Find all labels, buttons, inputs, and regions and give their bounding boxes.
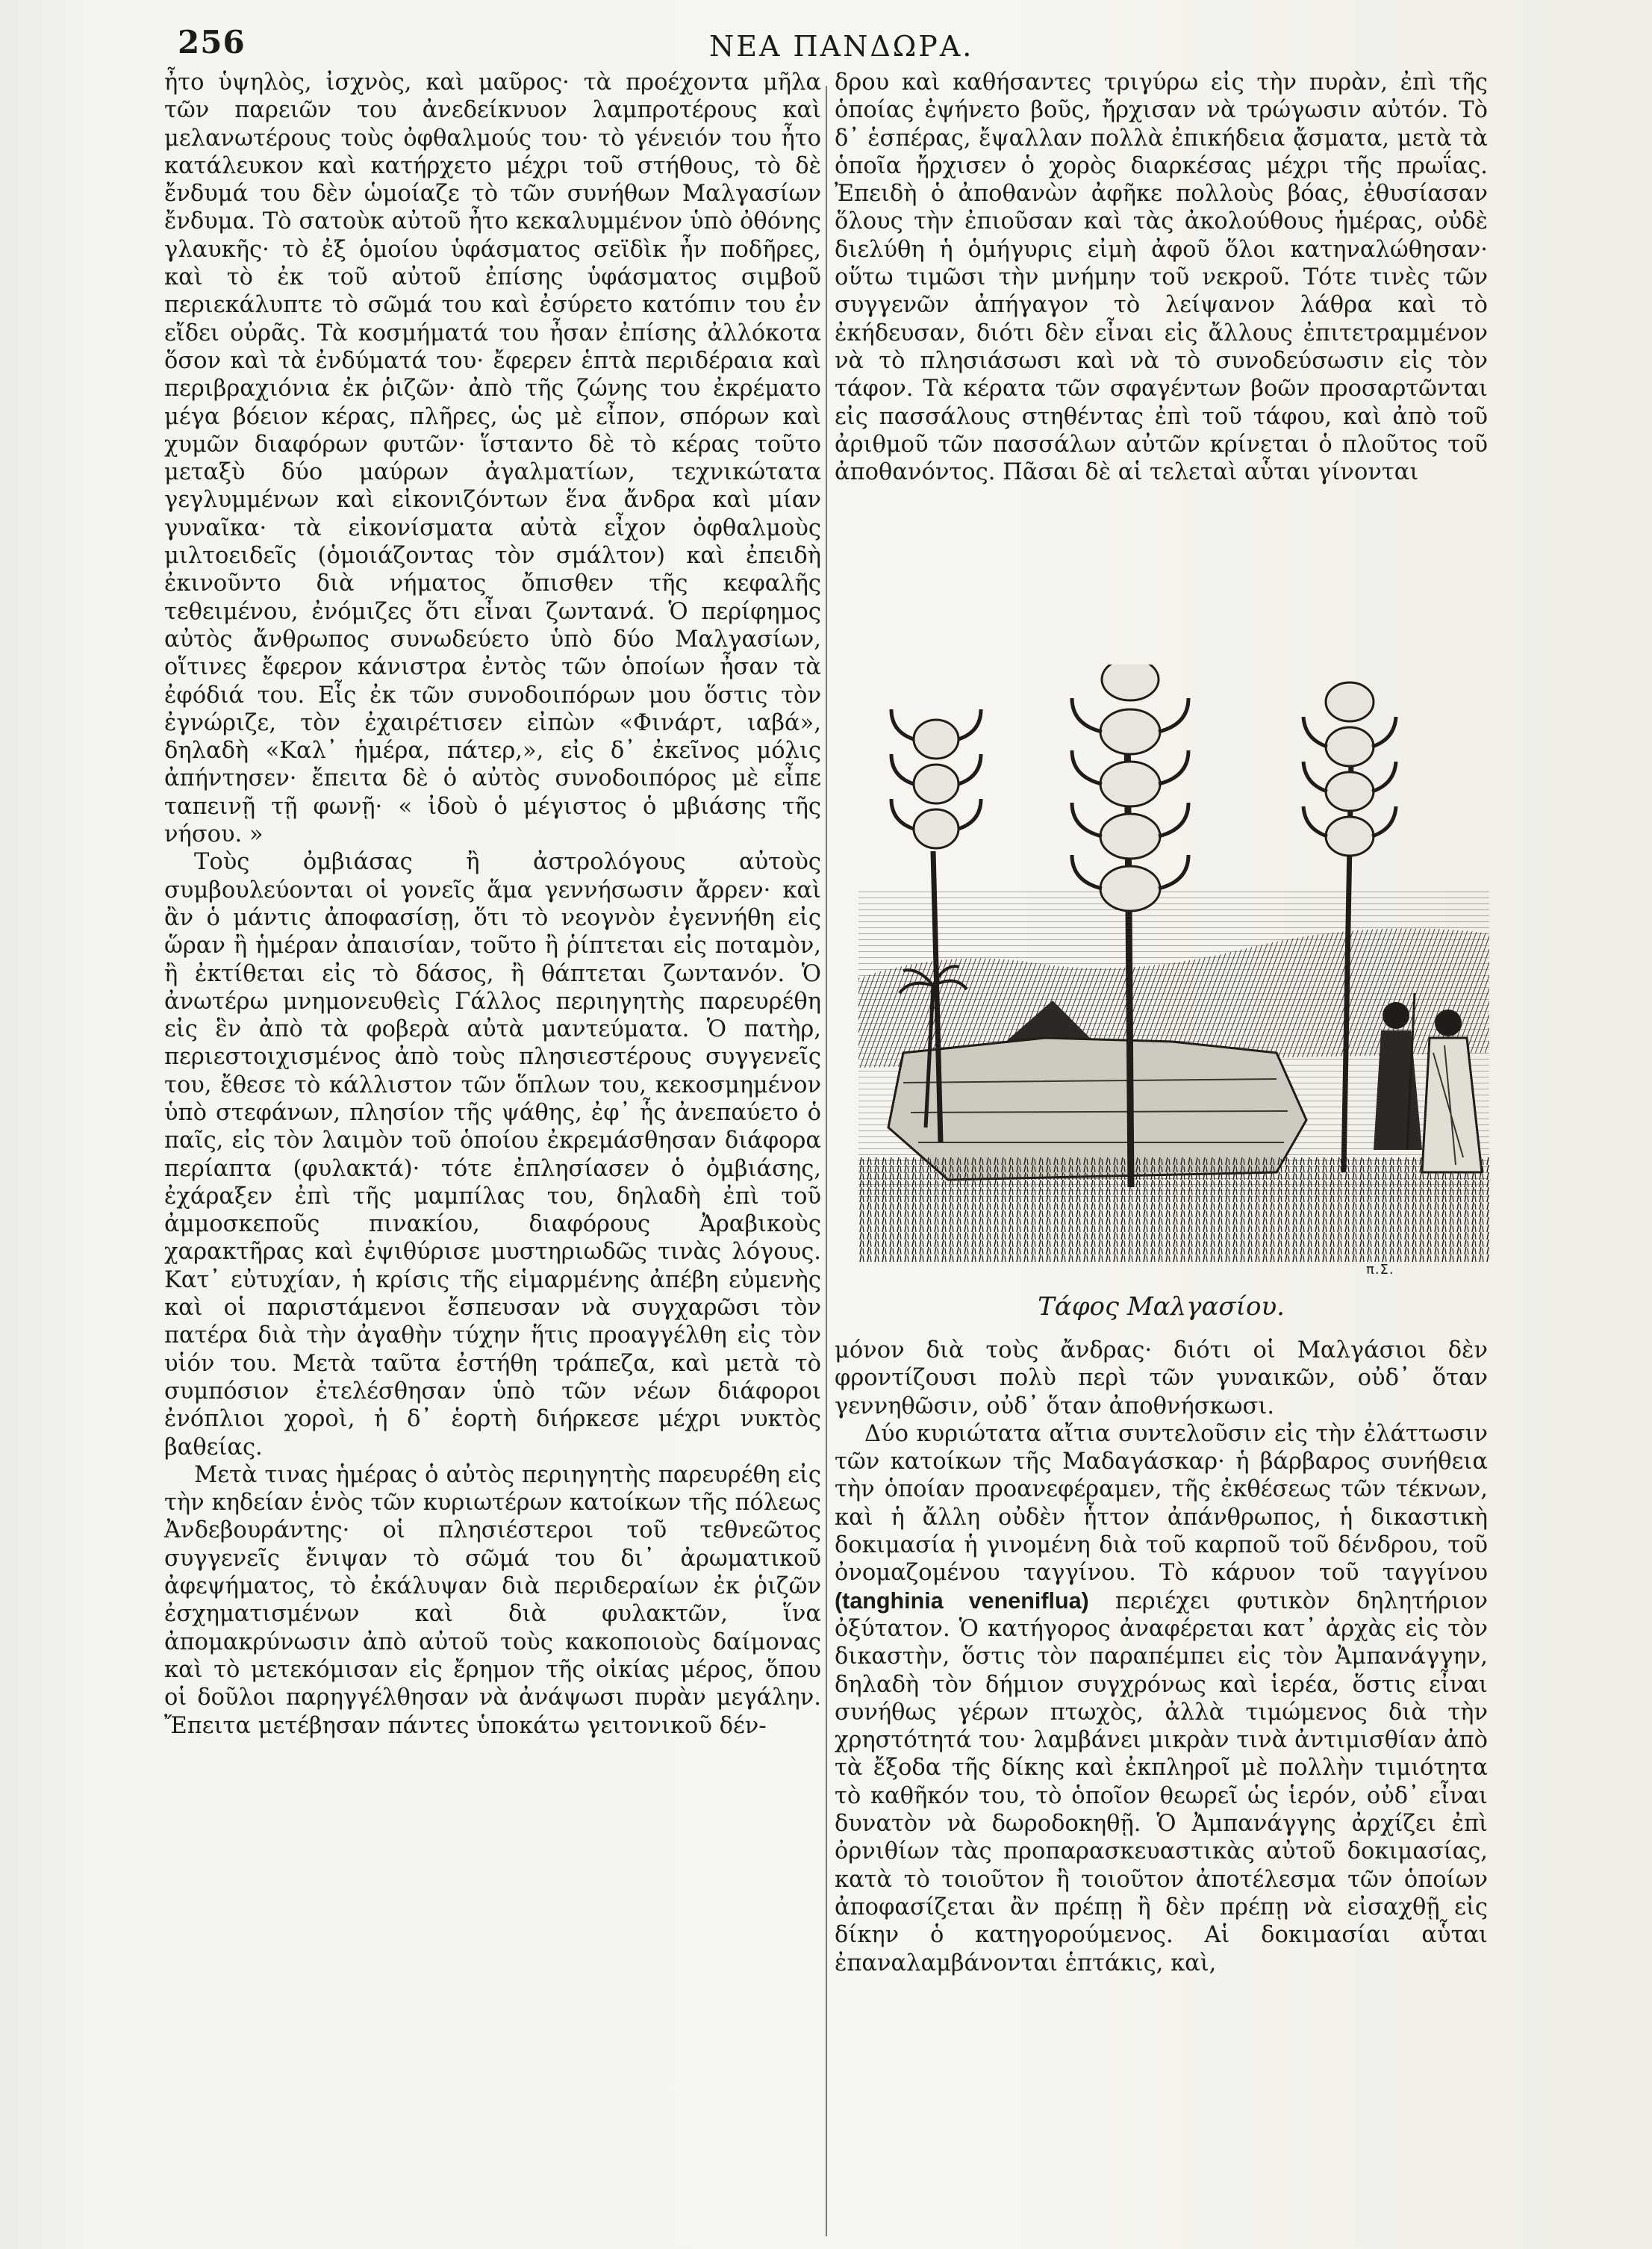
page-header [0,19,1652,64]
latin-term: (tanghinia veneniflua) [835,1587,1089,1614]
paragraph-text: Δύο κυριώτατα αἴτια συντελοῦσιν εἰς τὴν ἐλάττωσιν τῶν κατοίκων τῆς Μαδαγάσκαρ· ἡ βάρβαρος συνήθεια τὴν ὁποίαν προανεφέραμεν, τῆς ἐκθέσεως τῶν τέκνων, καὶ ἡ ἄλλη οὐδὲν ἧττον ἀπάνθρωπος, ἡ δικαστικὴ δοκιμασία ἡ γινομένη διὰ τοῦ καρποῦ τοῦ δένδρου, τοῦ ὀνομαζομένου ταγγίνου. Τὸ κάρυον τοῦ ταγγίνου [835,1420,1488,1587]
paragraph: Τοὺς ὀμβιάσας ἢ ἀστρολόγους αὐτοὺς συμβουλεύονται οἱ γονεῖς ἅμα γεννήσωσιν ἄρρεν· καὶ ἂν ὁ μάντις ἀποφασίσῃ, ὅτι τὸ νεογνὸν ἐγεννήθη εἰς ὥραν ἢ ἡμέραν ἀπαισίαν, τοῦτο ἢ ῥίπτεται εἰς ποταμὸν, ἢ ἐκτίθεται εἰς τὸ δάσος, ἢ θάπτεται ζωντανόν. Ὁ ἀνωτέρω μνημονευθεὶς Γάλλος περιηγητὴς παρευρέθη εἰς ἓν ἀπὸ τὰ φοβερὰ αὐτὰ μαντεύματα. Ὁ πατὴρ, περιεστοιχισμένος ἀπὸ τοὺς πλησιεστέρους συγγενεῖς του, ἔθεσε τὸ κάλλιστον τῶν ὅπλων του, κεκοσμημένον ὑπὸ στεφάνων, πλησίον τῆς ψάθης, ἐφ᾽ ἧς ἀνεπαύετο ὁ παῖς, εἰς τὸν λαιμὸν τοῦ ὁποίου ἐκρεμάσθησαν διάφορα περίαπτα (φυλακτά)· τότε ἐπλησίασεν ὁ ὀμβιάσης, ἐχάραξεν ἐπὶ τῆς μαμπίλας του, δηλαδὴ ἐπὶ τοῦ ἀμμοσκεποῦς πινακίου, διαφόρους Ἀραβικοὺς χαρακτῆρας καὶ ἐψιθύρισε μυστηριωδῶς τινὰς λόγους. Κατ᾽ εὐτυχίαν, ἡ κρίσις τῆς εἱμαρμένης ἀπέβη εὐμενὴς καὶ οἱ παριστάμενοι ἔσπευσαν νὰ συγχαρῶσι τὸν πατέρα διὰ τὴν ἀγαθὴν τύχην ἥτις προαγγέλθη εἰς τὸν υἱόν του. Μετὰ ταῦτα ἐστήθη τράπεζα, καὶ μετὰ τὸ συμπόσιον ἐτελέσθησαν ὑπὸ τῶν νέων διάφοροι ἐνόπλιοι χοροὶ, ἡ δ᾽ ἑορτὴ διήρκεσε μέχρι νυκτὸς βαθείας. [164,849,821,1461]
paragraph: Μετὰ τινας ἡμέρας ὁ αὐτὸς περιηγητὴς παρευρέθη εἰς τὴν κηδείαν ἑνὸς τῶν κυριωτέρων κατοίκων τῆς πόλεως Ἀνδεβουράντης· οἱ πλησιέστεροι τοῦ τεθνεῶτος συγγενεῖς ἔνιψαν τὸ σῶμά του δι᾽ ἀρωματικοῦ ἀφεψήματος, τὸ ἐκάλυψαν διὰ περιδεραίων ἐκ ῥιζῶν ἐσχηματισμένων καὶ διὰ φυλακτῶν, ἵνα ἀπομακρύνωσιν ἀπὸ αὐτοῦ τοὺς κακοποιοὺς δαίμονας καὶ τὸ μετεκόμισαν εἰς ἔρημον τῆς οἰκίας μέρος, ὅπου οἱ δοῦλοι παρηγγέλθησαν νὰ ἀνάψωσι πυρὰν μεγάλην. Ἔπειτα μετέβησαν πάντες ὑποκάτω γειτονικοῦ δέν- [164,1461,821,1739]
figure-caption: Τάφος Μαλγασίου. [1038,1292,1285,1322]
paragraph [835,1420,1488,1977]
engraving-tomb-illustration [858,665,1489,1284]
left-column [164,69,821,2230]
paragraph: μόνον διὰ τοὺς ἄνδρας· διότι οἱ Μαλγάσιοι δὲν φροντίζουσι πολὺ περὶ τῶν γυναικῶν, οὐδ᾽ ὅταν γεννηθῶσιν, οὐδ᾽ ὅταν ἀποθνήσκωσι. [835,1337,1488,1419]
right-column-bottom [835,1337,1488,2233]
paragraph: ἦτο ὑψηλὸς, ἰσχνὸς, καὶ μαῦρος· τὰ προέχοντα μῆλα τῶν παρειῶν του ἀνεδείκνυον λαμπροτέρους καὶ μελανωτέρους τοὺς ὀφθαλμούς του· τὸ γένειόν του ἦτο κατάλευκον καὶ κατήρχετο μέχρι τοῦ στήθους, τὸ δὲ ἔνδυμά του δὲν ὡμοίαζε τὸ τῶν συνήθων Μαλγασίων ἔνδυμα. Τὸ σατοὺκ αὐτοῦ ἦτο κεκαλυμμένον ὑπὸ ὀθόνης γλαυκῆς· τὸ ἐξ ὁμοίου ὑφάσματος σεϊδὶκ ἦν ποδῆρες, καὶ τὸ ἐκ τοῦ αὐτοῦ ἐπίσης ὑφάσματος σιμβοῦ περιεκάλυπτε τὸ σῶμά του καὶ ἐσύρετο κατόπιν του ἐν εἴδει οὐρᾶς. Τὰ κοσμήματά του ἦσαν ἐπίσης ἀλλόκοτα ὅσον καὶ τὰ ἐνδύματά του· ἔφερεν ἑπτὰ περιδέραια καὶ περιβραχιόνια ἐκ ῥιζῶν· ἀπὸ τῆς ζώνης του ἐκρέματο μέγα βόειον κέρας, πλῆρες, ὡς μὲ εἶπον, σπόρων καὶ χυμῶν διαφόρων φυτῶν· ἵσταντο δὲ τὸ κέρας τοῦτο μεταξὺ δύο μαύρων ἀγαλματίων, τεχνικώτατα γεγλυμμένων καὶ εἰκονιζόντων ἕνα ἄνδρα καὶ μίαν γυναῖκα· τὰ εἰκονίσματα αὐτὰ εἶχον ὀφθαλμοὺς μιλτοειδεῖς (ὁμοιάζοντας τὸν σμάλτον) καὶ ἐπειδὴ ἐκινοῦντο διὰ νήματος ὄπισθεν τῆς κεφαλῆς τεθειμένου, ἐνόμιζες ὅτι εἶναι ζωντανά. Ὁ περίφημος αὐτὸς ἄνθρωπος συνωδεύετο ὑπὸ δύο Μαλγασίων, οἵτινες ἔφερον κάνιστρα ἐντὸς τῶν ὁποίων ἦσαν τὰ ἐφόδιά του. Εἷς ἐκ τῶν συνοδοιπόρων μου ὅστις τὸν ἐγνώριζε, τὸν ἐχαιρέτισεν εἰπὼν «Φινάρτ, ιαβά», δηλαδὴ «Καλ᾽ ἡμέρα, πάτερ,», εἰς δ᾽ ἐκεῖνος μόλις ἀπήντησεν· ἔπειτα δὲ ὁ αὐτὸς συνοδοιπόρος μὲ εἶπε ταπεινῇ τῇ φωνῇ· « ἰδοὺ ὁ μέγιστος ὁ μβιάσης τῆς νήσου. » [164,69,821,848]
right-column-top [835,69,1488,666]
running-title: ΝΕΑ ΠΑΝΔΩΡΑ. [709,30,974,63]
page-number: 256 [178,24,246,60]
paragraph-text: περιέχει φυτικὸν δηλητήριον ὀξύτατον. Ὁ κατήγορος ἀναφέρεται κατ᾽ ἀρχὰς εἰς τὸν δικαστὴν, ὅστις τὸν παραπέμπει εἰς τὸν Ἀμπανάγγην, δηλαδὴ τὸν δήμιον συγχρόνως καὶ ἱερέα, ὅστις εἶναι συνήθως γέρων πτωχὸς, ἀλλὰ τιμώμενος διὰ τὴν χρηστότητά του· λαμβάνει μικρὰν τινὰ ἀντιμισθίαν ἀπὸ τὰ ἔξοδα τῆς δίκης καὶ ἐκπληροῖ μὲ πολλὴν τιμιότητα τὸ καθῆκόν του, τὸ ὁποῖον θεωρεῖ ὡς ἱερόν, οὐδ᾽ εἶναι δυνατὸν νὰ δωροδοκηθῇ. Ὁ Ἀμπανάγγης ἀρχίζει ἐπὶ ὀρνιθίων τὰς προπαρασκευαστικὰς αὐτοῦ δοκιμασίας, κατὰ τὸ τοιοῦτον ἢ τοιοῦτον ἀποτέλεσμα τῶν ὁποίων ἀποφασίζεται ἂν πρέπῃ ἢ δὲν πρέπῃ νὰ εἰσαχθῇ εἰς δίκην ὁ κατηγορούμενος. Αἱ δοκιμασίαι αὗται ἐπαναλαμβάνονται ἑπτάκις, καὶ, [835,1587,1488,1976]
column-divider [826,86,827,2236]
engraver-signature: π.Σ. [1366,1262,1394,1278]
paragraph: δρου καὶ καθήσαντες τριγύρω εἰς τὴν πυρὰν, ἐπὶ τῆς ὁποίας ἐψήνετο βοῦς, ἤρχισαν νὰ τρώγωσιν αὐτόν. Τὸ δ᾽ ἑσπέρας, ἔψαλλαν πολλὰ ἐπικήδεια ᾄσματα, μετὰ τὰ ὁποῖα ἤρχισεν ὁ χορὸς διαρκέσας μέχρι τῆς πρωΐας. Ἐπειδὴ ὁ ἀποθανὼν ἀφῆκε πολλοὺς βόας, ἐθυσίασαν ὅλους τὴν ἐπιοῦσαν καὶ τὰς ἀκολούθους ἡμέρας, οὐδὲ διελύθη ἡ ὁμήγυρις εἰμὴ ἀφοῦ ὅλοι κατηναλώθησαν· οὕτω τιμῶσι τὴν μνήμην τοῦ νεκροῦ. Τότε τινὲς τῶν συγγενῶν ἀπήγαγον τὸ λείψανον λάθρα καὶ τὸ ἐκήδευσαν, διότι δὲν εἶναι εἰς ἄλλους ἐπιτετραμμένον νὰ τὸ πλησιάσωσι καὶ νὰ τὸ συνοδεύσωσιν εἰς τὸν τάφον. Τὰ κέρατα τῶν σφαγέντων βοῶν προσαρτῶνται εἰς πασσάλους στηθέντας ἐπὶ τοῦ τάφου, καὶ ἀπὸ τοῦ ἀριθμοῦ τῶν πασσάλων αὐτῶν κρίνεται ὁ πλοῦτος τοῦ ἀποθανόντος. Πᾶσαι δὲ αἱ τελεταὶ αὗται γίνονται [835,69,1488,486]
